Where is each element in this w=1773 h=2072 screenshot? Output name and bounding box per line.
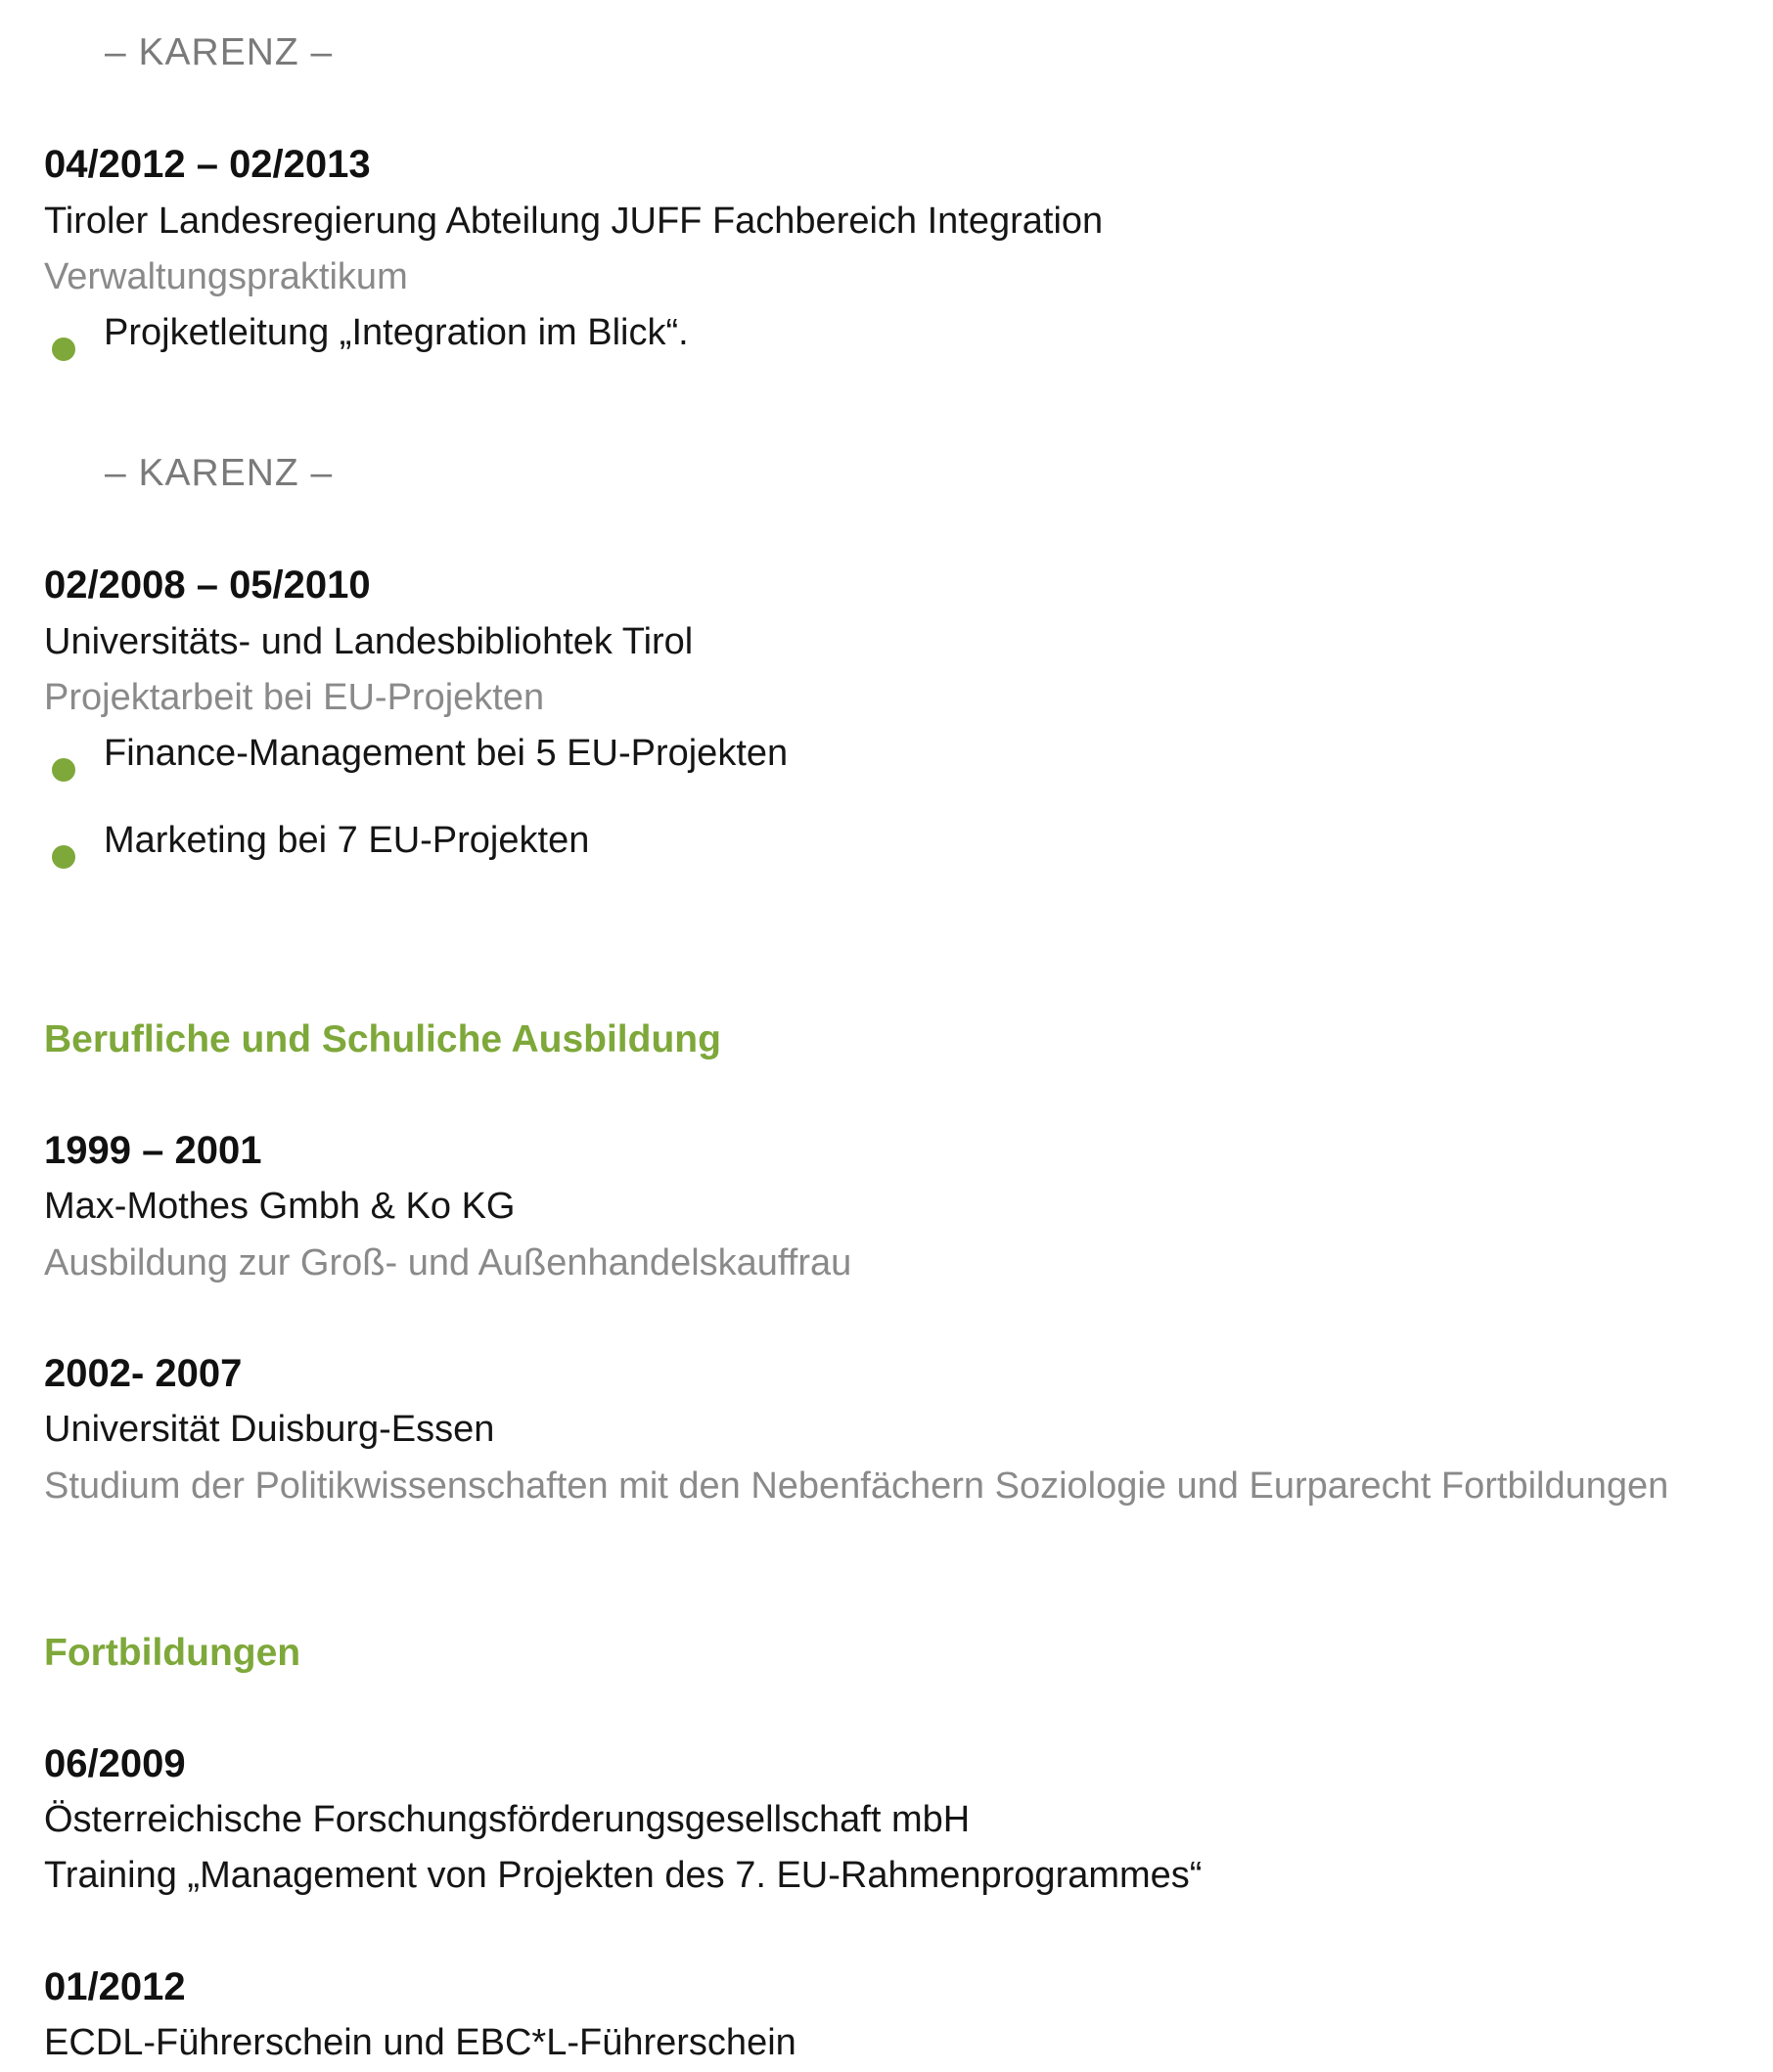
job-role: Projektarbeit bei EU-Projekten [44, 677, 545, 718]
training-organization: ECDL-Führerschein und EBC*L-Führerschein [44, 2022, 796, 2063]
training-organization: Österreichische Forschungsförderungsgesellschaft mbH [44, 1799, 971, 1840]
bullet-text: Marketing bei 7 EU-Projekten [104, 820, 590, 861]
job-organization: Tiroler Landesregierung Abteilung JUFF Fachbereich Integration [44, 201, 1104, 242]
education-detail: Ausbildung zur Groß- und Außenhandelskauffrau [44, 1242, 852, 1284]
section-heading-training: Fortbildungen [44, 1632, 301, 1674]
job-date: 02/2008 – 05/2010 [44, 563, 371, 607]
section-heading-education: Berufliche und Schuliche Ausbildung [44, 1018, 721, 1060]
training-detail: Training „Management von Projekten des 7. EU-Rahmenprogrammes“ [44, 1855, 1203, 1896]
education-organization: Max-Mothes Gmbh & Ko KG [44, 1186, 516, 1227]
education-detail: Studium der Politikwissenschaften mit den Nebenfächern Soziologie und Eurparecht Fortbildungen [44, 1465, 1669, 1507]
job-date: 04/2012 – 02/2013 [44, 143, 371, 186]
bullet-dot-icon [52, 845, 75, 869]
bullet-dot-icon [52, 758, 75, 782]
job-organization: Universitäts- und Landesbibliohtek Tirol [44, 621, 694, 662]
bullet-text: Projketleitung „Integration im Blick“. [104, 312, 689, 353]
education-date: 2002- 2007 [44, 1352, 243, 1395]
training-date: 01/2012 [44, 1965, 186, 2008]
karenz-note: – KARENZ – [105, 31, 334, 73]
job-role: Verwaltungspraktikum [44, 256, 408, 297]
bullet-text: Finance-Management bei 5 EU-Projekten [104, 733, 789, 774]
training-date: 06/2009 [44, 1742, 186, 1785]
karenz-note: – KARENZ – [105, 452, 334, 494]
bullet-dot-icon [52, 338, 75, 361]
education-date: 1999 – 2001 [44, 1129, 262, 1172]
education-organization: Universität Duisburg-Essen [44, 1409, 495, 1450]
